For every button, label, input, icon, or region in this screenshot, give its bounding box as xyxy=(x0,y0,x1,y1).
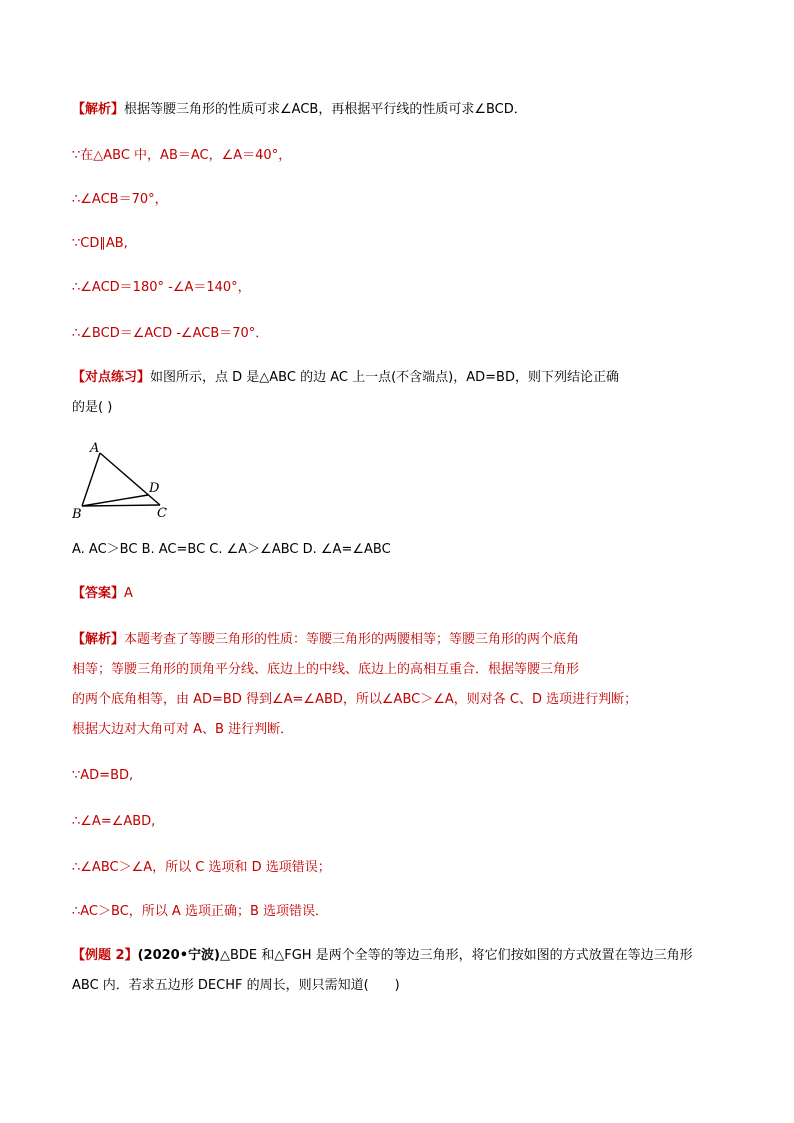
solution-1-line-5: ∴∠ACD＝180° -∠A＝140°， xyxy=(72,280,251,295)
example-text: △BDE 和△FGH 是两个全等的等边三角形，将它们按如图的方式放置在等边三角形 xyxy=(219,948,693,963)
segment-bd xyxy=(82,495,148,506)
solution-1-line-1 xyxy=(72,100,527,120)
solution-1-line-3: ∴∠ACB＝70°， xyxy=(72,192,168,207)
analysis-tag: 【解析】 xyxy=(72,102,125,117)
solution-2-line-1 xyxy=(72,630,579,650)
solution-2-line-7: ∴∠ABC＞∠A，所以 C 选项和 D 选项错误； xyxy=(72,860,331,875)
solution-2-line-8: ∴AC＞BC，所以 A 选项正确；B 选项错误． xyxy=(72,904,328,919)
segment-ab xyxy=(82,453,100,506)
vertex-label-c: C xyxy=(157,506,167,521)
vertex-label-a: A xyxy=(90,441,100,456)
answer-tag: 【答案】 xyxy=(72,586,125,601)
solution-2-line-6: ∴∠A=∠ABD, xyxy=(72,814,156,829)
solution-2-line-2: 相等；等腰三角形的顶角平分线、底边上的中线、底边上的高相互重合．根据等腰三角形 xyxy=(72,662,580,677)
triangle-figure xyxy=(66,436,176,526)
solution-1-line-6: ∴∠BCD＝∠ACD -∠ACB＝70°． xyxy=(72,326,269,341)
answer-line xyxy=(72,584,133,604)
example-2-line-2: ABC 内．若求五边形 DECHF 的周长，则只需知道( ) xyxy=(72,978,400,993)
example-tag: 【例题 2】 xyxy=(72,948,138,963)
segment-ac xyxy=(100,453,160,505)
solution-2-line-4: 根据大边对大角可对 A、B 进行判断． xyxy=(72,722,294,737)
vertex-label-d: D xyxy=(149,481,160,496)
solution-text: 根据等腰三角形的性质可求∠ACB，再根据平行线的性质可求∠BCD． xyxy=(124,102,527,117)
example-source: (2020•宁波) xyxy=(137,948,220,963)
solution-1-line-2: ∵在△ABC 中，AB＝AC，∠A＝40°， xyxy=(72,148,292,163)
answer-options: A. AC＞BC B. AC=BC C. ∠A＞∠ABC D. ∠A=∠ABC xyxy=(72,542,391,557)
solution-2-line-5: ∵AD=BD, xyxy=(72,768,134,783)
example-2-line-1 xyxy=(72,946,693,966)
segment-bc xyxy=(82,505,160,506)
practice-tag: 【对点练习】 xyxy=(72,370,151,385)
analysis-tag: 【解析】 xyxy=(72,632,125,647)
answer-value: A xyxy=(124,586,133,601)
solution-text: 本题考查了等腰三角形的性质：等腰三角形的两腰相等；等腰三角形的两个底角 xyxy=(124,632,580,647)
solution-1-line-4: ∵CD∥AB, xyxy=(72,236,128,251)
vertex-label-b: B xyxy=(72,507,82,522)
solution-2-line-3: 的两个底角相等，由 AD=BD 得到∠A=∠ABD，所以∠ABC＞∠A，则对各 C、D 选项进行判断； xyxy=(72,692,638,707)
practice-question-line-1 xyxy=(72,368,619,388)
practice-text: 如图所示，点 D 是△ABC 的边 AC 上一点(不含端点)，AD=BD，则下列结论正确 xyxy=(150,370,619,385)
practice-question-line-2: 的是( ) xyxy=(72,400,113,415)
